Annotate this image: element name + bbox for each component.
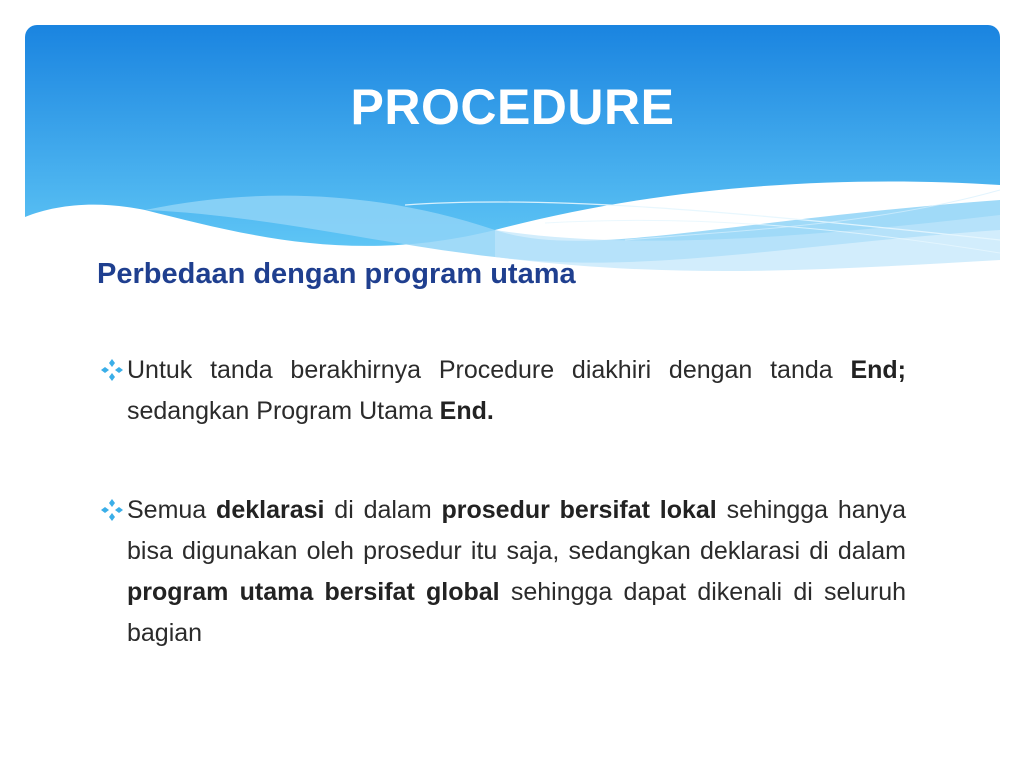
bullet-text-bold: End; [850, 356, 906, 384]
bullet-text-bold: End. [439, 397, 494, 425]
wave-background [25, 25, 1000, 285]
header-banner [25, 25, 1000, 285]
bullet-text-bold: program utama bersifat global [127, 578, 500, 606]
bullet-text-segment: di dalam [324, 496, 442, 524]
bullet-text-bold: prosedur bersifat lokal [441, 496, 717, 524]
bullet-text-segment: sehingga dapat dikenali di seluruh bagian [127, 578, 906, 647]
bullet-text-segment: sehingga hanya bisa digunakan oleh prosedur itu saja, sedangkan deklarasi di dalam [127, 496, 906, 565]
diamond-bullet-icon [100, 498, 124, 522]
bullet-text-segment: sedangkan Program Utama [127, 397, 440, 425]
bullet-text-segment: Untuk tanda berakhirnya Procedure diakhiri dengan tanda [127, 356, 851, 384]
bullet-item [100, 350, 906, 432]
bullet-item [100, 490, 906, 654]
bullet-text [127, 490, 906, 654]
bullet-text-segment: Semua [127, 496, 217, 524]
diamond-bullet-icon [100, 358, 124, 382]
bullet-text [127, 350, 906, 432]
slide-subtitle: Perbedaan dengan program utama [97, 258, 576, 290]
slide-title: PROCEDURE [350, 79, 675, 135]
bullet-text-bold: deklarasi [216, 496, 325, 524]
